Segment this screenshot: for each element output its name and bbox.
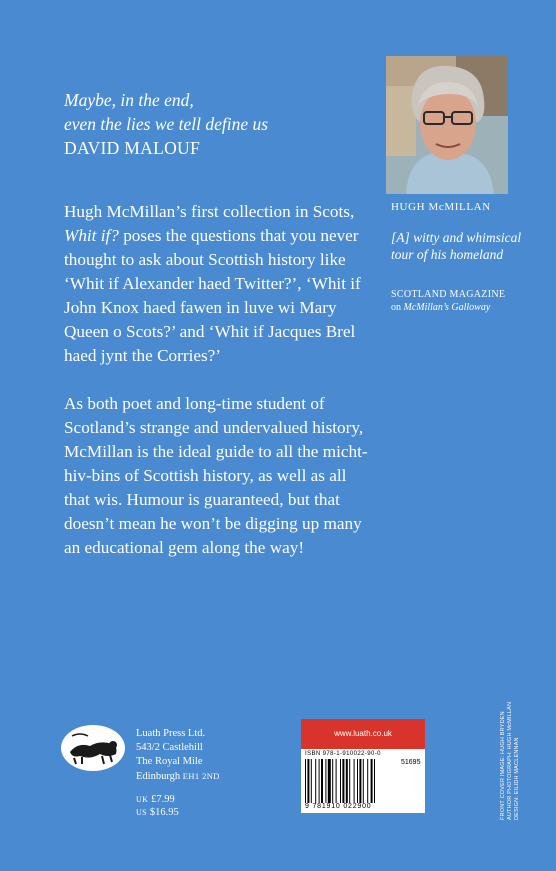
barcode-bars — [305, 759, 399, 803]
publisher-name: Luath Press Ltd. — [136, 728, 206, 739]
publisher-address-1: 543/2 Castlehill — [136, 742, 203, 753]
review-source-subject — [391, 302, 490, 313]
review-source — [391, 288, 541, 314]
epigraph — [64, 88, 364, 160]
publisher-city: Edinburgh — [136, 771, 181, 782]
review-on-title: McMillan’s Galloway — [403, 302, 491, 313]
website-label: www.luath.co.uk — [301, 719, 425, 749]
price-uk-label: UK — [136, 795, 149, 804]
blurb — [64, 200, 376, 584]
blurb-paragraph-2: As both poet and long-time student of Scotland’s strange and undervalued history, McMillan is the ideal guide to all the micht-hiv-bins of Scottish history, as well as all that wis. Humour is guaranteed, but that doesn’t mean he won’t be digging up many an educational gem along the way! — [64, 394, 368, 557]
barcode-box — [301, 719, 425, 813]
publisher-address — [136, 727, 296, 784]
credit-design: DESIGN: EILIDH MACLENNAN — [514, 737, 520, 820]
publisher-address-2: The Royal Mile — [136, 756, 203, 767]
author-photo — [386, 56, 508, 194]
review-source-name: SCOTLAND MAGAZINE — [391, 289, 506, 300]
isbn-label: ISBN 978-1-910022-90-0 — [305, 751, 381, 757]
price-us-label: US — [136, 808, 147, 817]
credits — [500, 660, 540, 820]
blurb-p1-rest: poses the questions that you never thought to ask about Scottish history like ‘Whit if Alexander haed Twitter?’, ‘Whit if John Knox haed fawen in luve wi Mary Queen o Scots?’ and ‘Whit if Jacques Brel haed jynt the Corries?’ — [64, 226, 361, 365]
price-us-value: $16.95 — [149, 807, 179, 818]
price-code: 51695 — [401, 759, 421, 766]
epigraph-author: DAVID MALOUF — [64, 138, 200, 158]
book-title: Whit if? — [64, 226, 119, 245]
credit-photo: AUTHOR PHOTOGRAPH: HUGH McMILLAN — [507, 701, 513, 820]
prices — [136, 793, 236, 819]
blurb-p1-intro: Hugh McMillan’s first collection in Scots, — [64, 202, 355, 221]
publisher-city-line — [136, 769, 296, 784]
publisher-postcode: EH1 2ND — [182, 771, 220, 781]
blurb-paragraph-1 — [64, 200, 376, 368]
author-photo-caption: HUGH McMILLAN — [391, 201, 491, 213]
luath-logo — [60, 724, 126, 772]
epigraph-line-2: even the lies we tell define us — [64, 114, 269, 134]
price-uk — [136, 793, 236, 806]
price-uk-value: £7.99 — [151, 794, 175, 805]
epigraph-line-1: Maybe, in the end, — [64, 90, 194, 110]
review-on-prefix: on — [391, 302, 404, 313]
price-us — [136, 806, 236, 819]
ean-digits: 9 781910 022900 — [305, 803, 372, 810]
review-quote: [A] witty and whimsical tour of his homeland — [391, 230, 522, 262]
credit-cover: FRONT COVER IMAGE: HUGH BRYDEN — [500, 711, 506, 820]
